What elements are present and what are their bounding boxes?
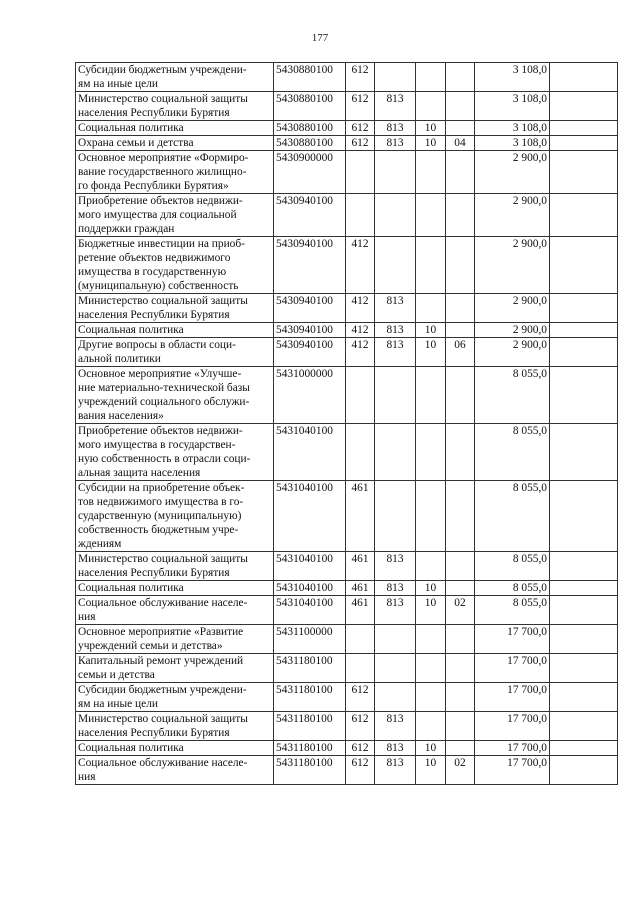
row-pr [446, 424, 475, 481]
row-extra [550, 756, 618, 785]
row-extra [550, 552, 618, 581]
row-pr [446, 294, 475, 323]
row-extra [550, 581, 618, 596]
row-grbs [375, 654, 416, 683]
row-extra [550, 194, 618, 237]
row-pr [446, 323, 475, 338]
row-grbs [375, 194, 416, 237]
row-name: Приобретение объектов недвижи- мого имущества в государствен- ную собственность в отрасли соци- альная защита населения [76, 424, 274, 481]
row-csr: 5431180100 [274, 654, 346, 683]
table-row [76, 294, 618, 323]
row-csr: 5430880100 [274, 121, 346, 136]
row-vr [346, 424, 375, 481]
table-row [76, 121, 618, 136]
row-pr [446, 712, 475, 741]
row-rz: 10 [416, 121, 446, 136]
row-grbs: 813 [375, 581, 416, 596]
row-sum: 8 055,0 [475, 367, 550, 424]
row-rz: 10 [416, 581, 446, 596]
row-extra [550, 121, 618, 136]
row-sum: 2 900,0 [475, 151, 550, 194]
row-pr [446, 481, 475, 552]
row-rz [416, 63, 446, 92]
row-sum: 3 108,0 [475, 63, 550, 92]
row-csr: 5431180100 [274, 683, 346, 712]
row-pr [446, 63, 475, 92]
row-name: Охрана семьи и детства [76, 136, 274, 151]
row-vr: 612 [346, 683, 375, 712]
table-row [76, 63, 618, 92]
row-extra [550, 294, 618, 323]
row-rz [416, 92, 446, 121]
table-row [76, 237, 618, 294]
row-rz [416, 237, 446, 294]
row-grbs [375, 424, 416, 481]
row-name: Бюджетные инвестиции на приоб- ретение объектов недвижимого имущества в государственную (муниципальную) собственность [76, 237, 274, 294]
row-vr: 612 [346, 136, 375, 151]
row-name: Социальная политика [76, 323, 274, 338]
row-csr: 5430900000 [274, 151, 346, 194]
row-csr: 5431180100 [274, 741, 346, 756]
row-extra [550, 741, 618, 756]
row-sum: 3 108,0 [475, 121, 550, 136]
row-sum: 17 700,0 [475, 712, 550, 741]
row-name: Приобретение объектов недвижи- мого имущества для социальной поддержки граждан [76, 194, 274, 237]
row-rz [416, 625, 446, 654]
row-sum: 17 700,0 [475, 625, 550, 654]
row-name: Другие вопросы в области соци- альной политики [76, 338, 274, 367]
row-grbs: 813 [375, 294, 416, 323]
table-row [76, 323, 618, 338]
row-extra [550, 596, 618, 625]
row-extra [550, 151, 618, 194]
row-extra [550, 338, 618, 367]
row-sum: 2 900,0 [475, 237, 550, 294]
row-vr: 412 [346, 323, 375, 338]
row-name: Основное мероприятие «Формиро- вание государственного жилищно- го фонда Республики Бурятия» [76, 151, 274, 194]
row-pr [446, 194, 475, 237]
row-rz: 10 [416, 136, 446, 151]
row-sum: 3 108,0 [475, 92, 550, 121]
row-vr: 412 [346, 338, 375, 367]
row-extra [550, 367, 618, 424]
row-csr: 5430880100 [274, 92, 346, 121]
row-rz [416, 683, 446, 712]
row-pr [446, 741, 475, 756]
table-row [76, 367, 618, 424]
row-pr: 02 [446, 756, 475, 785]
row-grbs [375, 683, 416, 712]
row-extra [550, 481, 618, 552]
row-grbs [375, 151, 416, 194]
row-extra [550, 683, 618, 712]
row-extra [550, 92, 618, 121]
row-grbs: 813 [375, 323, 416, 338]
row-vr: 612 [346, 741, 375, 756]
row-rz [416, 151, 446, 194]
row-pr [446, 552, 475, 581]
row-csr: 5430940100 [274, 194, 346, 237]
row-sum: 8 055,0 [475, 424, 550, 481]
row-pr [446, 237, 475, 294]
row-pr: 02 [446, 596, 475, 625]
row-name: Субсидии на приобретение объек- тов недвижимого имущества в го- сударственную (муниципальную) собственность бюджетным учре- ждениям [76, 481, 274, 552]
row-csr: 5430940100 [274, 294, 346, 323]
row-rz [416, 367, 446, 424]
row-csr: 5431040100 [274, 552, 346, 581]
row-extra [550, 654, 618, 683]
row-sum: 2 900,0 [475, 194, 550, 237]
row-csr: 5431100000 [274, 625, 346, 654]
row-name: Министерство социальной защиты населения Республики Бурятия [76, 552, 274, 581]
row-grbs: 813 [375, 136, 416, 151]
row-csr: 5431000000 [274, 367, 346, 424]
row-vr: 461 [346, 552, 375, 581]
row-sum: 17 700,0 [475, 654, 550, 683]
row-grbs: 813 [375, 741, 416, 756]
row-name: Субсидии бюджетным учреждени- ям на иные цели [76, 63, 274, 92]
table-row [76, 424, 618, 481]
row-csr: 5430940100 [274, 338, 346, 367]
row-grbs [375, 481, 416, 552]
row-grbs: 813 [375, 596, 416, 625]
table-row [76, 756, 618, 785]
row-sum: 8 055,0 [475, 481, 550, 552]
row-vr [346, 654, 375, 683]
row-extra [550, 712, 618, 741]
table-row [76, 683, 618, 712]
row-sum: 17 700,0 [475, 756, 550, 785]
row-sum: 17 700,0 [475, 741, 550, 756]
row-name: Капитальный ремонт учреждений семьи и детства [76, 654, 274, 683]
row-pr [446, 683, 475, 712]
row-sum: 2 900,0 [475, 323, 550, 338]
row-rz [416, 294, 446, 323]
row-sum: 3 108,0 [475, 136, 550, 151]
row-grbs [375, 63, 416, 92]
row-sum: 8 055,0 [475, 552, 550, 581]
row-name: Субсидии бюджетным учреждени- ям на иные цели [76, 683, 274, 712]
row-rz [416, 712, 446, 741]
table-row [76, 92, 618, 121]
row-sum: 2 900,0 [475, 338, 550, 367]
row-rz: 10 [416, 323, 446, 338]
row-name: Министерство социальной защиты населения Республики Бурятия [76, 712, 274, 741]
row-grbs: 813 [375, 338, 416, 367]
row-vr [346, 625, 375, 654]
table-row [76, 136, 618, 151]
table-row [76, 625, 618, 654]
row-csr: 5431040100 [274, 596, 346, 625]
row-extra [550, 237, 618, 294]
row-name: Социальная политика [76, 741, 274, 756]
table-row [76, 654, 618, 683]
row-sum: 2 900,0 [475, 294, 550, 323]
row-sum: 17 700,0 [475, 683, 550, 712]
table-row [76, 194, 618, 237]
row-grbs: 813 [375, 552, 416, 581]
page-number: 177 [311, 32, 329, 44]
row-sum: 8 055,0 [475, 596, 550, 625]
budget-table [75, 62, 618, 785]
row-pr [446, 581, 475, 596]
row-name: Социальная политика [76, 581, 274, 596]
row-pr: 04 [446, 136, 475, 151]
row-extra [550, 323, 618, 338]
row-vr: 412 [346, 294, 375, 323]
row-vr: 461 [346, 596, 375, 625]
table-row [76, 581, 618, 596]
table-row [76, 481, 618, 552]
table-row [76, 741, 618, 756]
row-vr: 612 [346, 63, 375, 92]
row-grbs: 813 [375, 121, 416, 136]
row-rz: 10 [416, 338, 446, 367]
row-pr [446, 367, 475, 424]
row-vr [346, 194, 375, 237]
row-rz: 10 [416, 756, 446, 785]
row-grbs [375, 237, 416, 294]
row-rz: 10 [416, 596, 446, 625]
row-name: Социальное обслуживание населе- ния [76, 756, 274, 785]
row-name: Министерство социальной защиты населения Республики Бурятия [76, 294, 274, 323]
row-name: Основное мероприятие «Развитие учреждений семьи и детства» [76, 625, 274, 654]
row-pr [446, 625, 475, 654]
row-sum: 8 055,0 [475, 581, 550, 596]
row-extra [550, 136, 618, 151]
row-rz [416, 194, 446, 237]
row-grbs: 813 [375, 92, 416, 121]
row-name: Социальная политика [76, 121, 274, 136]
row-name: Министерство социальной защиты населения Республики Бурятия [76, 92, 274, 121]
row-csr: 5431040100 [274, 481, 346, 552]
row-csr: 5430880100 [274, 63, 346, 92]
table-row [76, 338, 618, 367]
table-row [76, 712, 618, 741]
row-pr [446, 654, 475, 683]
row-csr: 5431180100 [274, 712, 346, 741]
row-extra [550, 424, 618, 481]
row-pr [446, 151, 475, 194]
row-rz: 10 [416, 741, 446, 756]
row-csr: 5431040100 [274, 424, 346, 481]
row-pr: 06 [446, 338, 475, 367]
row-vr: 612 [346, 121, 375, 136]
row-vr: 412 [346, 237, 375, 294]
row-extra [550, 63, 618, 92]
row-vr: 461 [346, 581, 375, 596]
row-csr: 5431040100 [274, 581, 346, 596]
row-vr: 612 [346, 712, 375, 741]
row-vr: 461 [346, 481, 375, 552]
row-grbs [375, 367, 416, 424]
row-csr: 5430940100 [274, 237, 346, 294]
row-vr [346, 151, 375, 194]
row-csr: 5430940100 [274, 323, 346, 338]
table-row [76, 151, 618, 194]
row-rz [416, 552, 446, 581]
row-vr [346, 367, 375, 424]
row-name: Социальное обслуживание населе- ния [76, 596, 274, 625]
row-extra [550, 625, 618, 654]
row-pr [446, 121, 475, 136]
row-csr: 5431180100 [274, 756, 346, 785]
row-vr: 612 [346, 92, 375, 121]
row-rz [416, 424, 446, 481]
table-body [76, 63, 618, 785]
row-grbs: 813 [375, 756, 416, 785]
table-row [76, 596, 618, 625]
row-grbs: 813 [375, 712, 416, 741]
row-vr: 612 [346, 756, 375, 785]
row-name: Основное мероприятие «Улучше- ние материально-технической базы учреждений социального обслужи- вания населения» [76, 367, 274, 424]
row-grbs [375, 625, 416, 654]
row-rz [416, 654, 446, 683]
row-csr: 5430880100 [274, 136, 346, 151]
table-row [76, 552, 618, 581]
row-rz [416, 481, 446, 552]
row-pr [446, 92, 475, 121]
